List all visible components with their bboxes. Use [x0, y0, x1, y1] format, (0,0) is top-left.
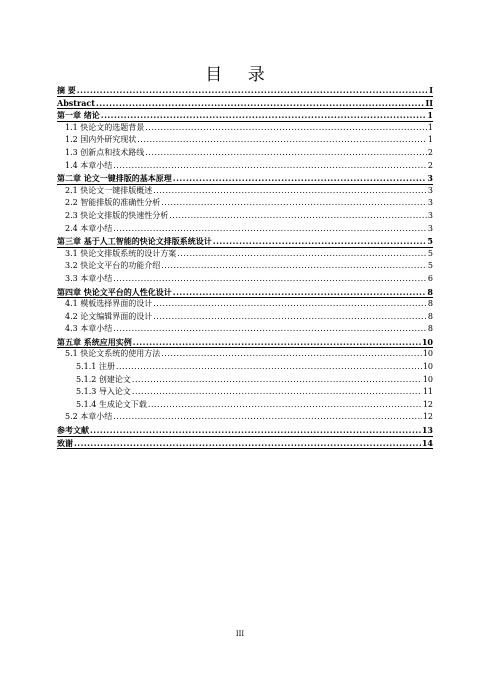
toc-entry-label: 4.2 论文编辑界面的设计: [65, 311, 153, 321]
toc-entry-page: 12: [422, 399, 433, 409]
toc-section-entry[interactable]: [57, 374, 433, 387]
toc-leader-dots: [153, 311, 427, 324]
toc-entry-label: 第二章 论文一键排版的基本原理: [57, 173, 172, 184]
toc-entry-label: 5.1.4 生成论文下载: [76, 399, 147, 409]
toc-entry-label: 1.2 国内外研究现状: [65, 135, 137, 145]
toc-entry-page: 3: [427, 173, 433, 184]
page-number: III: [235, 630, 245, 638]
toc-section-entry[interactable]: [57, 147, 433, 160]
toc-entry-label: 第三章 基于人工智能的快论文排版系统设计: [57, 236, 212, 247]
toc-section-entry[interactable]: [57, 210, 433, 223]
toc-entry-page: 2: [427, 160, 433, 170]
toc-leader-dots: [145, 122, 427, 135]
toc-section-entry[interactable]: [57, 361, 433, 374]
toc-entry-page: 10: [422, 374, 433, 384]
toc-leader-dots: [132, 386, 422, 399]
toc-entry-label: 参考文献: [57, 425, 89, 436]
toc-entry-page: 5: [427, 236, 433, 247]
toc-title: 目 录: [205, 65, 275, 85]
toc-entry-label: Abstract: [57, 97, 95, 108]
toc-chapter-entry[interactable]: [57, 235, 433, 248]
toc-entry-label: 摘 要: [57, 85, 76, 95]
toc-entry-label: 致谢: [57, 437, 73, 448]
toc-entry-label: 2.4 本章小结: [65, 223, 113, 233]
toc-leader-dots: [153, 185, 427, 198]
toc-entry-page: 6: [427, 273, 433, 283]
toc-entry-page: 10: [421, 336, 433, 347]
toc-entry-page: 3: [427, 223, 433, 233]
toc-entry-label: 2.3 快论文排版的快速性分析: [65, 210, 169, 220]
toc-leader-dots: [113, 160, 427, 173]
toc-section-entry[interactable]: [57, 273, 433, 286]
toc-section-entry[interactable]: [57, 185, 433, 198]
toc-section-entry[interactable]: [57, 399, 433, 412]
toc-leader-dots: [113, 273, 427, 286]
toc-entry-label: 5.1.1 注册: [76, 362, 115, 372]
table-of-contents: [57, 84, 433, 449]
toc-section-entry[interactable]: [57, 386, 433, 399]
toc-entry-page: I: [429, 85, 433, 95]
toc-entry-page: 3: [427, 210, 433, 220]
toc-leader-dots: [177, 248, 427, 261]
toc-leader-dots: [148, 399, 422, 412]
toc-leader-dots: [153, 298, 427, 311]
toc-entry-label: 3.2 快论文平台的功能介绍: [65, 261, 161, 271]
toc-chapter-entry[interactable]: [57, 286, 433, 299]
toc-entry-page: 5: [427, 261, 433, 271]
toc-entry-page: 1: [427, 110, 433, 121]
toc-entry-page: 13: [421, 425, 433, 436]
toc-chapter-entry[interactable]: [57, 84, 433, 97]
toc-entry-label: 第四章 快论文平台的人性化设计: [57, 286, 172, 297]
toc-entry-page: 3: [427, 198, 433, 208]
toc-entry-label: 第五章 系统应用实例: [57, 336, 132, 347]
toc-section-entry[interactable]: [57, 122, 433, 135]
toc-entry-page: 3: [427, 185, 433, 195]
toc-entry-page: 8: [427, 311, 433, 321]
toc-entry-label: 4.1 模板选择界面的设计: [65, 299, 153, 309]
toc-entry-page: 8: [427, 286, 433, 297]
toc-leader-dots: [113, 411, 422, 424]
toc-chapter-entry[interactable]: [57, 172, 433, 185]
toc-entry-label: 5.1 快论文系统的使用方法: [65, 349, 161, 359]
toc-entry-label: 5.2 本章小结: [65, 412, 113, 422]
toc-section-entry[interactable]: [57, 311, 433, 324]
toc-section-entry[interactable]: [57, 323, 433, 336]
toc-leader-dots: [137, 134, 427, 147]
toc-section-entry[interactable]: [57, 197, 433, 210]
toc-section-entry[interactable]: [57, 348, 433, 361]
toc-entry-page: 14: [421, 437, 433, 448]
toc-chapter-entry[interactable]: [57, 437, 433, 450]
toc-entry-page: 1: [427, 122, 433, 132]
toc-section-entry[interactable]: [57, 134, 433, 147]
toc-entry-page: 10: [422, 362, 433, 372]
toc-entry-page: 8: [427, 324, 433, 334]
chapter-underline: [57, 448, 433, 449]
toc-entry-label: 第一章 绪论: [57, 110, 100, 121]
toc-entry-label: 4.3 本章小结: [65, 324, 113, 334]
toc-leader-dots: [116, 361, 422, 374]
toc-chapter-entry[interactable]: [57, 424, 433, 437]
toc-entry-label: 2.2 智能排版的准确性分析: [65, 198, 161, 208]
toc-section-entry[interactable]: [57, 411, 433, 424]
toc-entry-page: 8: [427, 299, 433, 309]
toc-entry-page: 10: [422, 349, 433, 359]
toc-leader-dots: [161, 348, 422, 361]
toc-section-entry[interactable]: [57, 160, 433, 173]
toc-entry-label: 5.1.3 导入论文: [76, 387, 131, 397]
toc-section-entry[interactable]: [57, 260, 433, 273]
toc-section-entry[interactable]: [57, 248, 433, 261]
toc-entry-label: 1.4 本章小结: [65, 160, 113, 170]
toc-section-entry[interactable]: [57, 223, 433, 236]
toc-entry-label: 3.3 本章小结: [65, 273, 113, 283]
toc-entry-page: 5: [427, 248, 433, 258]
toc-section-entry[interactable]: [57, 298, 433, 311]
toc-leader-dots: [132, 374, 422, 387]
toc-entry-label: 3.1 快论文排版系统的设计方案: [65, 248, 177, 258]
toc-leader-dots: [161, 260, 427, 273]
toc-leader-dots: [145, 147, 427, 160]
toc-leader-dots: [169, 210, 427, 223]
toc-leader-dots: [113, 223, 427, 236]
toc-chapter-entry[interactable]: [57, 336, 433, 349]
toc-entry-label: 1.1 快论文的选题背景: [65, 122, 145, 132]
toc-entry-page: 1: [427, 135, 433, 145]
toc-entry-label: 5.1.2 创建论文: [76, 374, 131, 384]
toc-chapter-entry[interactable]: [57, 97, 433, 110]
toc-chapter-entry[interactable]: [57, 109, 433, 122]
toc-leader-dots: [113, 323, 427, 336]
toc-entry-label: 1.3 创新点和技术路线: [65, 147, 145, 157]
toc-leader-dots: [161, 197, 427, 210]
toc-entry-page: 11: [422, 387, 433, 397]
toc-entry-page: 12: [422, 412, 433, 422]
toc-entry-label: 2.1 快论文一键排版概述: [65, 185, 153, 195]
toc-entry-page: 2: [427, 147, 433, 157]
toc-entry-page: II: [425, 97, 433, 108]
